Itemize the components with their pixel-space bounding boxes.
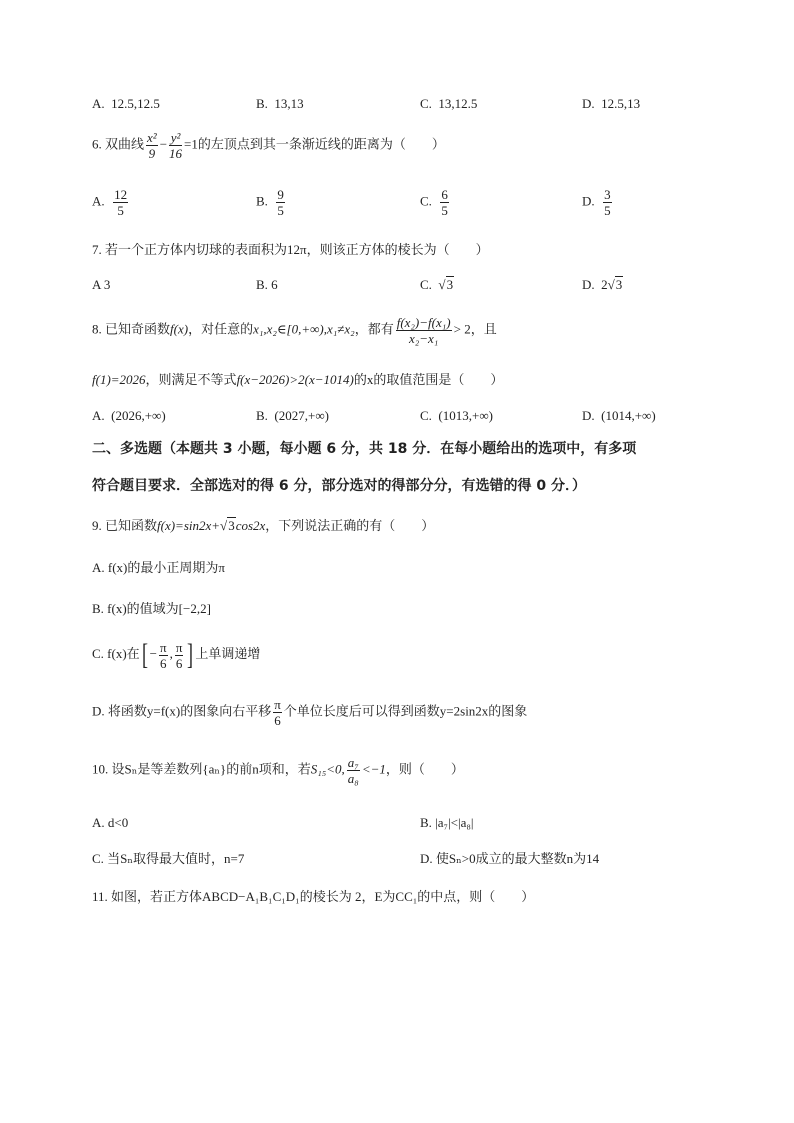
q10-option-c: C. 当Sₙ取得最大值时，n=7	[92, 851, 245, 866]
q7-stem: 7. 若一个正方体内切球的表面积为12π，则该正方体的棱长为（ ）	[92, 242, 489, 257]
q8-stem-line2: f(1)=2026，则满足不等式f(x−2026)>2(x−1014)的x的取值范围是（ ）	[92, 372, 504, 387]
q7-option-c: C. √3	[420, 277, 454, 292]
q7-option-d: D. 2√3	[582, 277, 623, 292]
q9-option-a: A. f(x)的最小正周期为π	[92, 560, 225, 575]
q9-option-d: D. 将函数y=f(x)的图象向右平移 $\frac{\pi}{6}$ 个单位长度后可以得到函数y=2sin2x的图象	[92, 697, 528, 728]
q9-option-b: B. f(x)的值域为[−2,2]	[92, 601, 211, 616]
q5-option-b: B. 13,13	[256, 96, 304, 111]
q9-stem: 9. 已知函数f(x)=sin2x+√3cos2x，下列说法正确的有（ ）	[92, 518, 435, 533]
q7-option-a: A 3	[92, 277, 111, 292]
q11-stem: 11. 如图，若正方体ABCD−A₁B₁C₁D₁的棱长为 2，E为CC₁的中点，则（ ）	[92, 889, 535, 904]
section2-heading-line1: 二、多选题（本题共 3 小题，每小题 6 分，共 18 分．在每小题给出的选项中，有多项	[92, 441, 637, 457]
q10-option-a: A. d<0	[92, 815, 129, 830]
q5-option-a: A. 12.5,12.5	[92, 96, 160, 111]
section2-heading-line2: 符合题目要求．全部选对的得 6 分，部分选对的得部分分，有选错的得 0 分．）	[92, 478, 586, 494]
q5-option-d: D. 12.5,13	[582, 96, 641, 111]
q8-option-d: D. (1014,+∞)	[582, 408, 656, 423]
q6-option-b: B. $\frac{9}{5}$	[256, 187, 284, 218]
q6-option-a: A. $\frac{12}{5}$	[92, 187, 128, 218]
q6-option-d: D. $\frac{3}{5}$	[582, 187, 611, 218]
q8-option-b: B. (2027,+∞)	[256, 408, 329, 423]
q8-stem-line1: 8. 已知奇函数f(x)，对任意的x₁,x₂∈[0,+∞),x₁≠x₂，都有 $\frac{\text{f(x₂)−f(x₁)}}{\text{x₂−x₁}}$ > 2，且	[92, 315, 497, 346]
q10-stem: 10. 设Sₙ是等差数列{aₙ}的前n项和，若S₁₅<0, $\frac{\text{a₇}}{\text{a₈}}$ <−1，则（ ）	[92, 755, 464, 786]
q6-option-c: C. $\frac{6}{5}$	[420, 187, 448, 218]
q10-option-d: D. 使Sₙ>0成立的最大整数n为14	[420, 851, 600, 866]
q5-option-c: C. 13,12.5	[420, 96, 478, 111]
q8-option-c: C. (1013,+∞)	[420, 408, 493, 423]
q10-option-b: B. |a₇|<|a₈|	[420, 815, 474, 830]
q6-stem: 6. 双曲线 $\frac{\text{x²}}{9}$ − $\frac{\text{y²}}{16}$ =1的左顶点到其一条渐近线的距离为（ ）	[92, 130, 445, 161]
q7-option-b: B. 6	[256, 277, 278, 292]
q9-option-c: C. f(x)在[ − $\frac{\pi}{6}$ , $\frac{\pi}{6}$ ] 上单调递增	[92, 638, 261, 671]
q8-option-a: A. (2026,+∞)	[92, 408, 166, 423]
